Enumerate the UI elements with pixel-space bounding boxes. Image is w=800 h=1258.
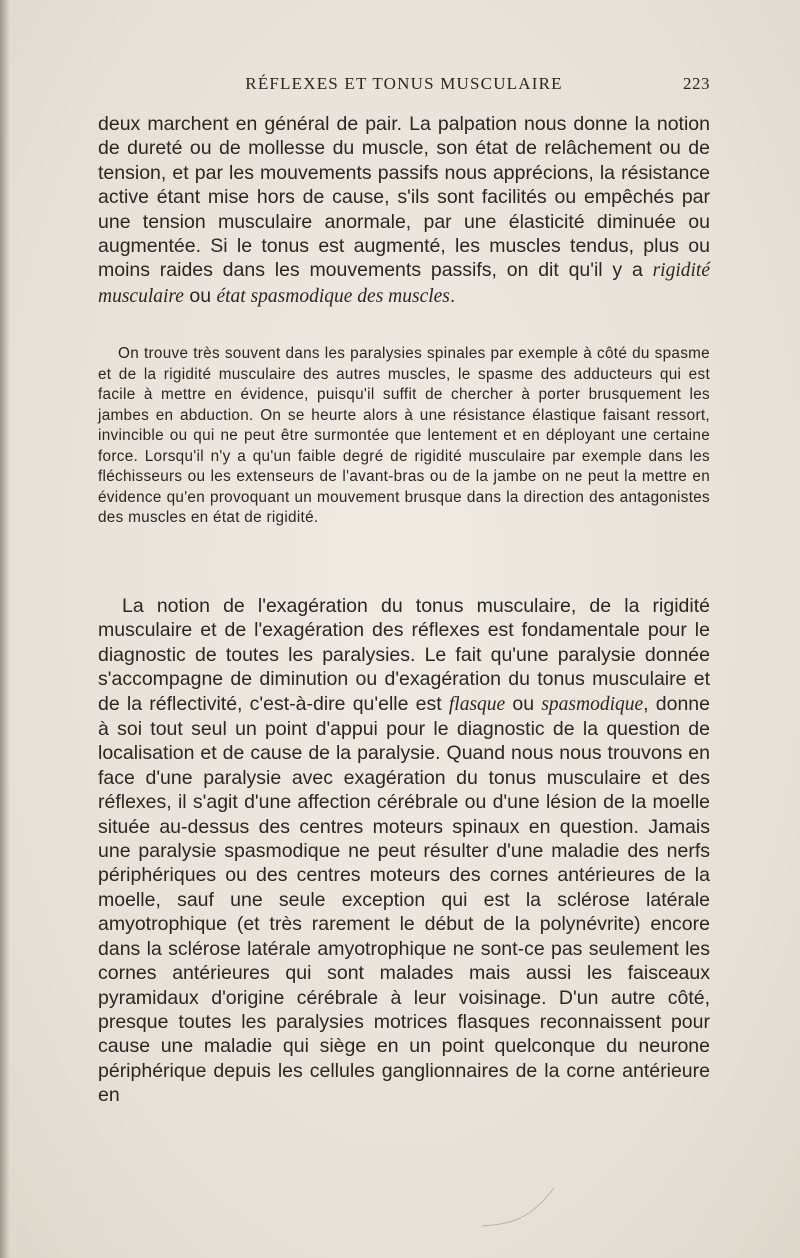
- running-head: [98, 74, 710, 98]
- paragraph-2-italic-b: spasmodique: [541, 693, 644, 715]
- pencil-mark-icon: [478, 1182, 558, 1232]
- paragraph-2: [98, 594, 710, 1108]
- paragraph-1-text-c: .: [449, 284, 456, 307]
- paragraph-2-text-a: La notion de l'exagération du tonus musculaire, de la rigidité musculaire et de l'exagération des réflexes est fondamentale pour le diagnostic de toutes les paralysies. Le fait qu'une paralysie donnée s'accompagne de diminution ou d'exagération du tonus musculaire et de la réflectivité, c'est-à-dire qu'elle est: [98, 595, 710, 715]
- running-head-title: RÉFLEXES ET TONUS MUSCULAIRE: [245, 74, 563, 93]
- paragraph-1-italic-a: rigidité musculaire: [98, 260, 710, 307]
- paragraph-1-text-b: ou: [183, 284, 217, 307]
- note-paragraph: On trouve très souvent dans les paralysies spinales par exemple à côté du spasme et de la rigidité musculaire des autres muscles, le spasme des adducteurs qui est facile à mettre en évidence, puisqu'il suffit de chercher à porter brusquement les jambes en abduction. On se heurte alors à une résistance élastique faisant ressort, invincible ou qui ne peut être surmontée que lentement et en déployant une certaine force. Lorsqu'il n'y a qu'un faible degré de rigidité musculaire par exemple dans les fléchisseurs ou les extenseurs de l'avant-bras ou de la jambe on ne peut la mettre en évidence qu'en provoquant un mouvement brusque dans la direction des antagonistes des muscles en état de rigidité.: [98, 345, 710, 526]
- paragraph-2-text-b: ou: [505, 692, 542, 715]
- paragraph-2-text-c: , donne à soi tout seul un point d'appui pour le diagnostic de la question de localisation et de cause de la paralysie. Quand nous nous trouvons en face d'une paralysie avec exagération du tonus musculaire et des réflexes, il s'agit d'une affection cérébrale ou d'une lésion de la moelle située au-dessus des centres moteurs spinaux en question. Jamais une paralysie spasmodique ne peut résulter d'une maladie des nerfs périphériques ou des centres moteurs des cornes antérieures de la moelle, sauf une seule exception qui est la sclérose latérale amyotrophique (et très rarement le début de la polynévrite) encore dans la sclérose latérale amyotrophique ne sont-ce pas seulement les cornes antérieures qui sont malades mais aussi les faisceaux pyramidaux d'origine cérébrale à leur voisinage. D'un autre côté, presque toutes les paralysies motrices flasques reconnaissent pour cause une maladie qui siège en un point quelconque du neurone périphérique depuis les cellules ganglionnaires de la corne antérieure en: [98, 692, 710, 1107]
- paragraph-1-italic-b: état spasmodique des muscles: [216, 285, 450, 307]
- paragraph-1: [98, 112, 710, 309]
- binding-edge: [0, 0, 10, 1258]
- page-number: 223: [683, 74, 710, 93]
- paragraph-2-italic-a: flasque: [448, 693, 506, 715]
- paragraph-1-text-a: deux marchent en général de pair. La palpation nous donne la notion de dureté ou de mollesse du muscle, son état de relâchement ou de tension, et par les mouvements passifs nous apprécions, la résistance active étant mise hors de cause, s'ils sont facilités ou empêchés par une tension musculaire anormale, par une élasticité diminuée ou augmentée. Si le tonus est augmenté, les muscles tendus, plus ou moins raides dans les mouvements passifs, on dit qu'il y a: [98, 113, 710, 282]
